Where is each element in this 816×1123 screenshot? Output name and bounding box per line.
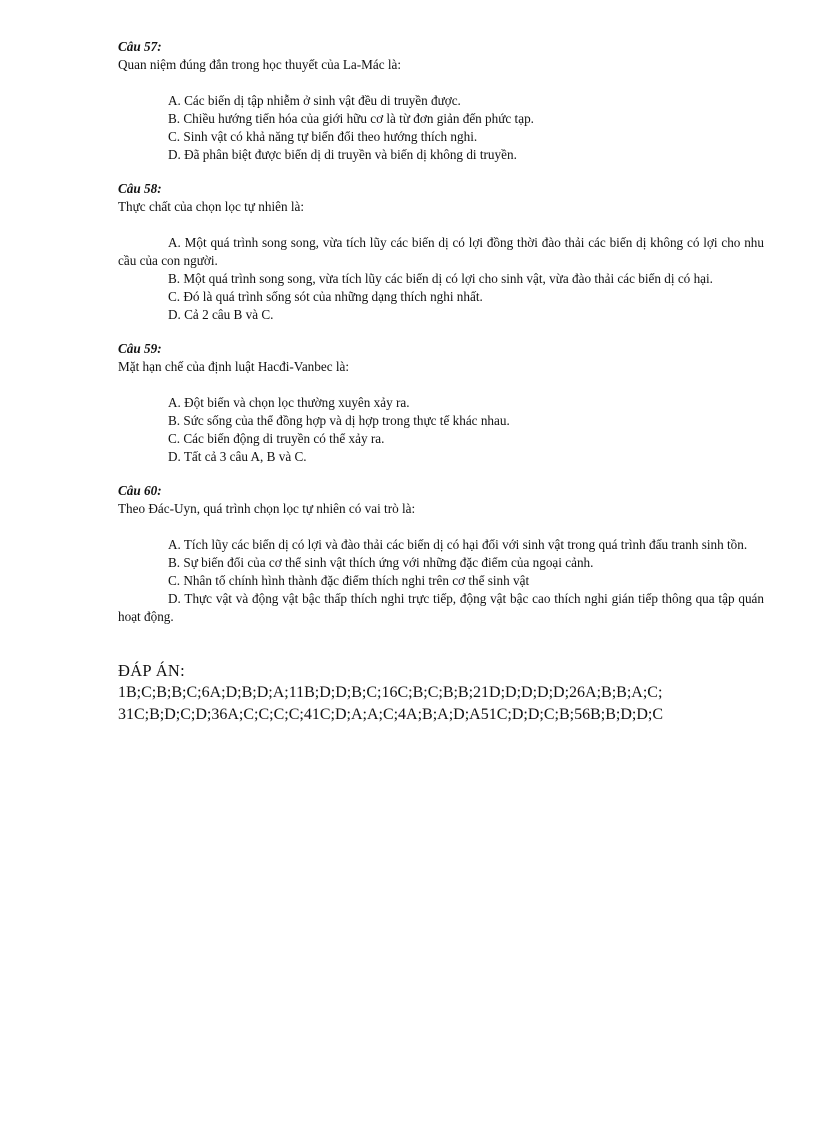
answer-key-title: ĐÁP ÁN:: [118, 661, 186, 680]
option-d: D. Đã phân biệt được biến dị di truyền và biến dị không di truyền.: [168, 147, 517, 162]
option-b: B. Một quá trình song song, vừa tích lũy các biến dị có lợi cho sinh vật, vừa đào thải các biến dị có hại.: [168, 271, 713, 286]
option-b: B. Sự biến đổi của cơ thể sinh vật thích ứng với những đặc điểm của ngoại cảnh.: [168, 555, 594, 570]
question-58: [118, 180, 764, 324]
option-d: D. Cả 2 câu B và C.: [168, 307, 274, 322]
answer-key: [118, 660, 764, 726]
question-title: Câu 59:: [118, 341, 162, 356]
question-title: Câu 58:: [118, 181, 162, 196]
answer-key-line-2: 31C;B;D;C;D;36A;C;C;C;C;41C;D;A;A;C;4A;B;A;D;A51C;D;D;C;B;56B;B;D;D;C: [118, 706, 663, 723]
question-title: Câu 60:: [118, 483, 162, 498]
option-a: A. Đột biến và chọn lọc thường xuyên xảy ra.: [168, 395, 410, 410]
question-stem: Quan niệm đúng đắn trong học thuyết của La-Mác là:: [118, 57, 402, 72]
option-c: C. Nhân tố chính hình thành đặc điểm thích nghi trên cơ thể sinh vật: [168, 573, 530, 588]
option-b: B. Sức sống của thể đồng hợp và dị hợp trong thực tế khác nhau.: [168, 413, 510, 428]
question-stem: Mặt hạn chế của định luật Hacđi-Vanbec là:: [118, 359, 350, 374]
question-59: [118, 340, 764, 466]
option-a: A. Một quá trình song song, vừa tích lũy các biến dị có lợi đồng thời đào thải các biến dị không có lợi cho nhu cầu của con người.: [118, 235, 764, 268]
option-b: B. Chiều hướng tiến hóa của giới hữu cơ là từ đơn giản đến phức tạp.: [168, 111, 534, 126]
options-list: [118, 536, 764, 626]
option-c: C. Đó là quá trình sống sót của những dạng thích nghi nhất.: [168, 289, 483, 304]
option-c: C. Sinh vật có khả năng tự biến đổi theo hướng thích nghi.: [168, 129, 478, 144]
options-list: [118, 92, 764, 164]
option-a: A. Các biến dị tập nhiễm ở sinh vật đều di truyền được.: [168, 93, 461, 108]
options-list: [118, 234, 764, 324]
answer-key-line-1: 1B;C;B;B;C;6A;D;B;D;A;11B;D;D;B;C;16C;B;C;B;B;21D;D;D;D;D;26A;B;B;A;C;: [118, 684, 663, 701]
option-a: A. Tích lũy các biến dị có lợi và đào thải các biến dị có hại đối với sinh vật trong quá trình đấu tranh sinh tồn.: [168, 537, 748, 552]
question-stem: Theo Đác-Uyn, quá trình chọn lọc tự nhiên có vai trò là:: [118, 501, 416, 516]
option-d: D. Thực vật và động vật bậc thấp thích nghi trực tiếp, động vật bậc cao thích nghi gián tiếp thông qua tập quán hoạt động.: [118, 591, 764, 624]
question-60: [118, 482, 764, 626]
option-c: C. Các biến động di truyền có thể xảy ra.: [168, 431, 385, 446]
question-stem: Thực chất của chọn lọc tự nhiên là:: [118, 199, 305, 214]
document-page: [118, 38, 764, 726]
option-d: D. Tất cả 3 câu A, B và C.: [168, 449, 307, 464]
options-list: [118, 394, 764, 466]
question-title: Câu 57:: [118, 39, 162, 54]
question-57: [118, 38, 764, 164]
